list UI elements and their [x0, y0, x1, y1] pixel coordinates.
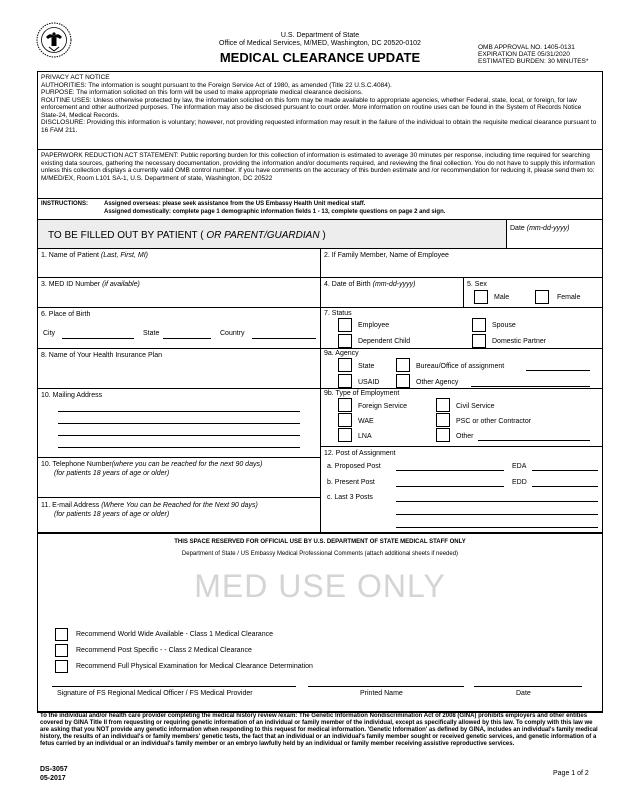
status-domestic-partner-checkbox[interactable]	[472, 334, 486, 348]
insurance-plan-field[interactable]: 8. Name of Your Health Insurance Plan	[41, 352, 163, 359]
state-input-line[interactable]	[163, 338, 211, 339]
employment-civil-label: Civil Service	[456, 403, 495, 410]
privacy-routine-uses: ROUTINE USES: Unless otherwise protected by law, the information solicited on this form may be made available to appropriate agencies, whether Federal, state, local, or foreign, for law enforcement and other authorized purposes. The information may also be disclosed pursuant to court order. More information on routine uses can be found in the System of Records Notice State-24, Medical Records.	[41, 96, 582, 119]
sex-male-label: Male	[494, 294, 510, 301]
recommend-full-exam-label: Recommend Full Physical Examination for Medical Clearance Determination	[76, 663, 313, 670]
sex-female-checkbox[interactable]	[535, 290, 549, 304]
expiration-date: EXPIRATION DATE 05/31/2020	[478, 51, 570, 58]
status-dependent-checkbox[interactable]	[338, 334, 352, 348]
agency-other-checkbox[interactable]	[396, 374, 410, 388]
form-number: DS-3057	[40, 766, 68, 773]
mailing-address-line-1[interactable]	[58, 411, 300, 412]
privacy-disclosure: DISCLOSURE: Providing this information is voluntary; however, not providing requested information may result in the failure of the individual to obtain the requisite medical clearance pursuant to 16 FAM 211.	[41, 119, 597, 134]
employment-fs-checkbox[interactable]	[338, 398, 352, 412]
med-id-field[interactable]	[41, 281, 140, 289]
patient-name-label: 1. Name of Patient	[41, 252, 101, 259]
status-employee-checkbox[interactable]	[338, 318, 352, 332]
mailing-address-line-3[interactable]	[58, 435, 300, 436]
proposed-post-label: a. Proposed Post	[327, 463, 381, 470]
med-use-only-watermark: MED USE ONLY	[194, 568, 446, 604]
state-label: State	[143, 330, 160, 337]
date-hint: (mm-dd-yyyy)	[526, 225, 570, 232]
agency-line-1: U.S. Department of State	[280, 32, 360, 39]
agency-other-label: Other Agency	[416, 379, 459, 386]
patient-title-main: TO BE FILLED OUT BY PATIENT (	[48, 230, 207, 241]
recommend-class2-label: Recommend Post Specific - - Class 2 Medical Clearance	[76, 647, 252, 654]
patient-title-italic: OR PARENT/GUARDIAN	[206, 230, 320, 241]
dob-label: 4. Date of Birth	[324, 281, 373, 288]
edd-label: EDD	[512, 479, 527, 486]
form-revision-date: 05-2017	[40, 775, 66, 782]
page-number: Page 1 of 2	[553, 770, 589, 777]
city-label: City	[43, 330, 56, 337]
status-employee-label: Employee	[358, 322, 390, 329]
patient-name-field[interactable]	[41, 252, 148, 260]
dob-hint: (mm-dd-yyyy)	[372, 281, 416, 288]
omb-approval: OMB APPROVAL NO. 1405-0131	[478, 44, 575, 51]
paperwork-reduction-statement: PAPERWORK REDUCTION ACT STATEMENT: Public reporting burden for this collection of information is estimated to average 30 minutes per response, including time required for searching existing data sources, gathering the necessary documentation, providing the information and/or documents required, and reviewing the final collection. You do not have to supply this information unless this collection displays a currently valid OMB control number. If you have comments on the accuracy of this burden estimate and /or recommendation for reducing it, please send them to: M/MED/EX, Room L101 SA-1, U.S. Department of state, Washington, DC 20522	[41, 152, 595, 182]
mailing-address-line-4[interactable]	[58, 447, 300, 448]
date-of-birth-field[interactable]	[324, 281, 415, 289]
recommend-class2-checkbox[interactable]	[55, 644, 68, 657]
state-seal	[36, 22, 72, 58]
employment-other-checkbox[interactable]	[436, 428, 450, 442]
instructions-line-2: Assigned domestically: complete page 1 demographic information fields 1 - 13, complete questions on page 2 and sign.	[104, 209, 446, 215]
present-post-input-line[interactable]	[396, 486, 504, 487]
post-of-assignment-label: 12. Post of Assignment	[324, 450, 396, 457]
employment-wae-checkbox[interactable]	[338, 413, 352, 427]
signature-label: Signature of FS Regional Medical Officer / FS Medical Provider	[57, 690, 253, 697]
employment-lna-label: LNA	[358, 433, 372, 440]
email-field[interactable]	[41, 502, 258, 510]
patient-title-end: )	[319, 230, 326, 241]
last-3-posts-label: c. Last 3 Posts	[327, 494, 373, 501]
employment-wae-label: WAE	[358, 418, 374, 425]
recommend-class1-label: Recommend World Wide Available - Class 1 Medical Clearance	[76, 631, 273, 638]
telephone-hint-1: (where you can be reached for the next 90 days)	[111, 461, 263, 468]
sex-male-checkbox[interactable]	[474, 290, 488, 304]
status-domestic-partner-label: Domestic Partner	[492, 338, 547, 345]
employment-psc-checkbox[interactable]	[436, 413, 450, 427]
city-input-line[interactable]	[62, 338, 134, 339]
signature-line[interactable]	[52, 686, 296, 687]
privacy-purpose: PURPOSE: The information solicited on this form will be used to make appropriate medical clearance decisions.	[41, 89, 363, 96]
last-post-line-1[interactable]	[396, 501, 598, 502]
agency-label: 9a. Agency	[324, 350, 359, 357]
date-field[interactable]	[510, 225, 570, 233]
employment-other-input-line[interactable]	[478, 440, 590, 441]
recommend-class1-checkbox[interactable]	[55, 628, 68, 641]
country-label: Country	[220, 330, 245, 337]
employment-fs-label: Foreign Service	[358, 403, 408, 410]
present-post-label: b. Present Post	[327, 479, 375, 486]
mailing-address-label: 10. Mailing Address	[41, 392, 103, 399]
employment-other-label: Other	[456, 433, 474, 440]
estimated-burden: ESTIMATED BURDEN: 30 MINUTES*	[478, 58, 589, 65]
agency-state-checkbox[interactable]	[338, 358, 352, 372]
employee-name-field[interactable]: 2. If Family Member, Name of Employee	[324, 252, 449, 259]
med-date-line[interactable]	[474, 686, 582, 687]
medical-comments-label: Department of State / US Embassy Medical Professional Comments (attach additional sheets if needed)	[181, 551, 459, 557]
status-spouse-checkbox[interactable]	[472, 318, 486, 332]
telephone-label: 10. Telephone Number	[41, 461, 112, 468]
agency-state-label: State	[358, 363, 375, 370]
instructions-line-1: Assigned overseas: please seek assistance from the US Embassy Health Unit medical staff.	[104, 201, 366, 207]
employment-lna-checkbox[interactable]	[338, 428, 352, 442]
email-hint-1: (Where You can be Reached for the Next 90 days)	[101, 502, 258, 509]
agency-usaid-checkbox[interactable]	[338, 374, 352, 388]
mailing-address-line-2[interactable]	[58, 423, 300, 424]
patient-section-title	[48, 230, 326, 242]
agency-bureau-label: Bureau/Office of assignment	[416, 363, 505, 370]
employment-type-label: 9b. Type of Employment	[324, 390, 400, 397]
department-of-state-seal-icon	[36, 22, 72, 58]
agency-bureau-input-line[interactable]	[526, 370, 590, 371]
proposed-post-input-line[interactable]	[396, 470, 504, 471]
recommend-full-exam-checkbox[interactable]	[55, 660, 68, 673]
telephone-field[interactable]	[41, 461, 262, 469]
form-title: MEDICAL CLEARANCE UPDATE	[219, 50, 421, 65]
status-dependent-label: Dependent Child	[358, 338, 411, 345]
status-label: 7. Status	[324, 310, 352, 317]
med-date-label: Date	[516, 690, 531, 697]
email-label: 11. E-mail Address	[41, 502, 102, 509]
privacy-heading: PRIVACY ACT NOTICE	[41, 74, 110, 81]
official-use-banner: THIS SPACE RESERVED FOR OFFICIAL USE BY U.S. DEPARTMENT OF STATE MEDICAL STAFF ONLY	[174, 539, 466, 545]
patient-name-hint: (Last, First, MI)	[100, 252, 148, 259]
email-hint-2: (for patients 18 years of age or older)	[54, 511, 170, 518]
last-post-line-2[interactable]	[396, 514, 598, 515]
med-id-label: 3. MED ID Number	[41, 281, 103, 288]
agency-line-2: Office of Medical Services, M/MED, Washington, DC 20520-0102	[219, 40, 421, 47]
gina-notice: To the individual and/or health care provider completing the medical history review /exam: The Genetic Information Nondiscrimination Act of 2008 (GINA) prohibits employers and other entities covered by GINA Title II from requesting or requiring genetic information of an individual or family member of the individual, except as specifically allowed by this law. To comply with this law we are asking that you NOT provide any genetic information when responding to this request for medical information. 'Genetic Information' as defined by GINA, includes an individual's family medical history, the results of an individual's or family members' genetic tests, the fact that an individual or an individual's family member sought or received genetic services, and genetic information of a fetus carried by an individual or an individual's family member or an embryo lawfully held by an individual or family member receiving assistive reproductive services.	[40, 713, 598, 747]
sex-label: 5. Sex	[467, 281, 487, 288]
sex-female-label: Female	[557, 294, 581, 301]
place-of-birth-label: 6. Place of Birth	[41, 311, 91, 318]
status-spouse-label: Spouse	[492, 322, 516, 329]
agency-usaid-label: USAID	[358, 379, 380, 386]
med-id-hint: (if available)	[102, 281, 140, 288]
agency-bureau-checkbox[interactable]	[396, 358, 410, 372]
eda-label: EDA	[512, 463, 527, 470]
edd-input-line[interactable]	[532, 486, 598, 487]
printed-name-label: Printed Name	[360, 690, 403, 697]
printed-name-line[interactable]	[308, 686, 464, 687]
employment-civil-checkbox[interactable]	[436, 398, 450, 412]
eda-input-line[interactable]	[532, 470, 598, 471]
employment-psc-label: PSC or other Contractor	[456, 418, 532, 425]
last-post-line-3[interactable]	[396, 527, 598, 528]
privacy-authorities: AUTHORITIES: The information is sought pursuant to the Foreign Service Act of 1980, as amended (Title 22 U.S.C.4084).	[41, 81, 392, 89]
agency-other-input-line[interactable]	[471, 386, 590, 387]
telephone-hint-2: (for patients 18 years of age or older)	[54, 470, 170, 477]
country-input-line[interactable]	[252, 338, 316, 339]
date-label: Date	[510, 225, 527, 232]
instructions-label: INSTRUCTIONS:	[41, 201, 88, 207]
privacy-act-notice	[41, 74, 599, 134]
